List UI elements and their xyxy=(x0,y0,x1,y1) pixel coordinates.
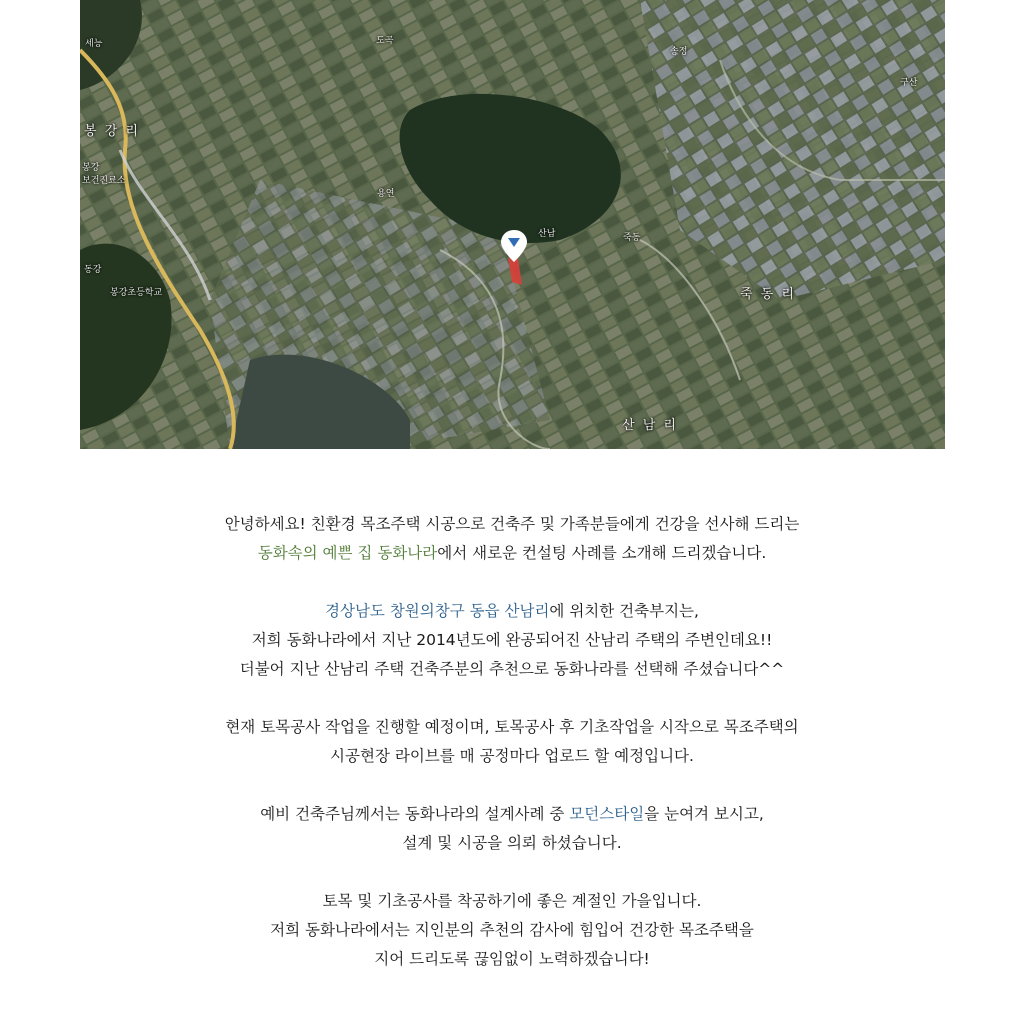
paragraph-construction xyxy=(0,713,1024,771)
map-label-bonggang-ri: 봉 강 리 xyxy=(84,124,140,139)
satellite-imagery xyxy=(80,0,945,449)
paragraph-location xyxy=(0,597,1024,684)
intro-line-1: 안녕하세요! 친환경 목조주택 시공으로 건축주 및 가족분들에게 건강을 선사해 드리는 xyxy=(224,515,800,533)
paragraph-intro xyxy=(0,510,1024,568)
design-line-1-start: 예비 건축주님께서는 동화나라의 설계사례 중 xyxy=(260,805,570,823)
map-label-seneung: 세능 xyxy=(85,39,103,49)
satellite-map xyxy=(80,0,945,449)
closing-line-1: 토목 및 기초공사를 착공하기에 좋은 계절인 가을입니다. xyxy=(322,892,702,910)
map-label-dogok: 도곡 xyxy=(376,36,394,46)
closing-line-2: 저희 동화나라에서는 지인분의 추천의 감사에 힘입어 건강한 목조주택을 xyxy=(270,921,754,939)
map-label-jukdong-ri: 죽 동 리 xyxy=(740,287,796,302)
map-label-jukdong: 죽동 xyxy=(623,233,641,243)
intro-line-2: 에서 새로운 컨설팅 사례를 소개해 드리겠습니다. xyxy=(437,544,767,562)
location-line-2: 저희 동화나라에서 지난 2014년도에 완공되어진 산남리 주택의 주변인데요!! xyxy=(251,631,773,649)
map-label-yongyeon: 용연 xyxy=(377,189,395,199)
paragraph-closing xyxy=(0,887,1024,974)
paragraph-design xyxy=(0,800,1024,858)
map-label-school: 봉강초등학교 xyxy=(110,288,163,298)
design-line-2: 설계 및 시공을 의뢰 하셨습니다. xyxy=(402,834,622,852)
modern-style-highlight: 모던스타일 xyxy=(569,805,645,823)
article-body xyxy=(0,510,1024,1003)
design-line-1-end: 을 눈여겨 보시고, xyxy=(644,805,764,823)
map-label-sannam-ri: 산 남 리 xyxy=(622,418,678,433)
construction-line-2: 시공현장 라이브를 매 공정마다 업로드 할 예정입니다. xyxy=(330,747,694,765)
location-line-3: 더불어 지난 산남리 주택 건축주분의 추천으로 동화나라를 선택해 주셨습니다^^ xyxy=(239,660,785,678)
location-line-1: 에 위치한 건축부지는, xyxy=(549,602,699,620)
map-label-songjeong: 송정 xyxy=(670,47,688,57)
map-label-clinic: 봉강 보건진료소 xyxy=(82,163,126,186)
map-label-gusan: 구산 xyxy=(900,78,918,88)
brand-highlight: 동화속의 예쁜 집 동화나라 xyxy=(257,544,438,562)
construction-line-1: 현재 토목공사 작업을 진행할 예정이며, 토목공사 후 기초작업을 시작으로 목조주택의 xyxy=(225,718,799,736)
map-label-sannam: 산남 xyxy=(538,229,556,239)
map-label-donggang: 동강 xyxy=(84,265,102,275)
closing-line-3: 지어 드리도록 끊임없이 노력하겠습니다! xyxy=(374,950,650,968)
location-highlight: 경상남도 창원의창구 동읍 산남리 xyxy=(325,602,550,620)
